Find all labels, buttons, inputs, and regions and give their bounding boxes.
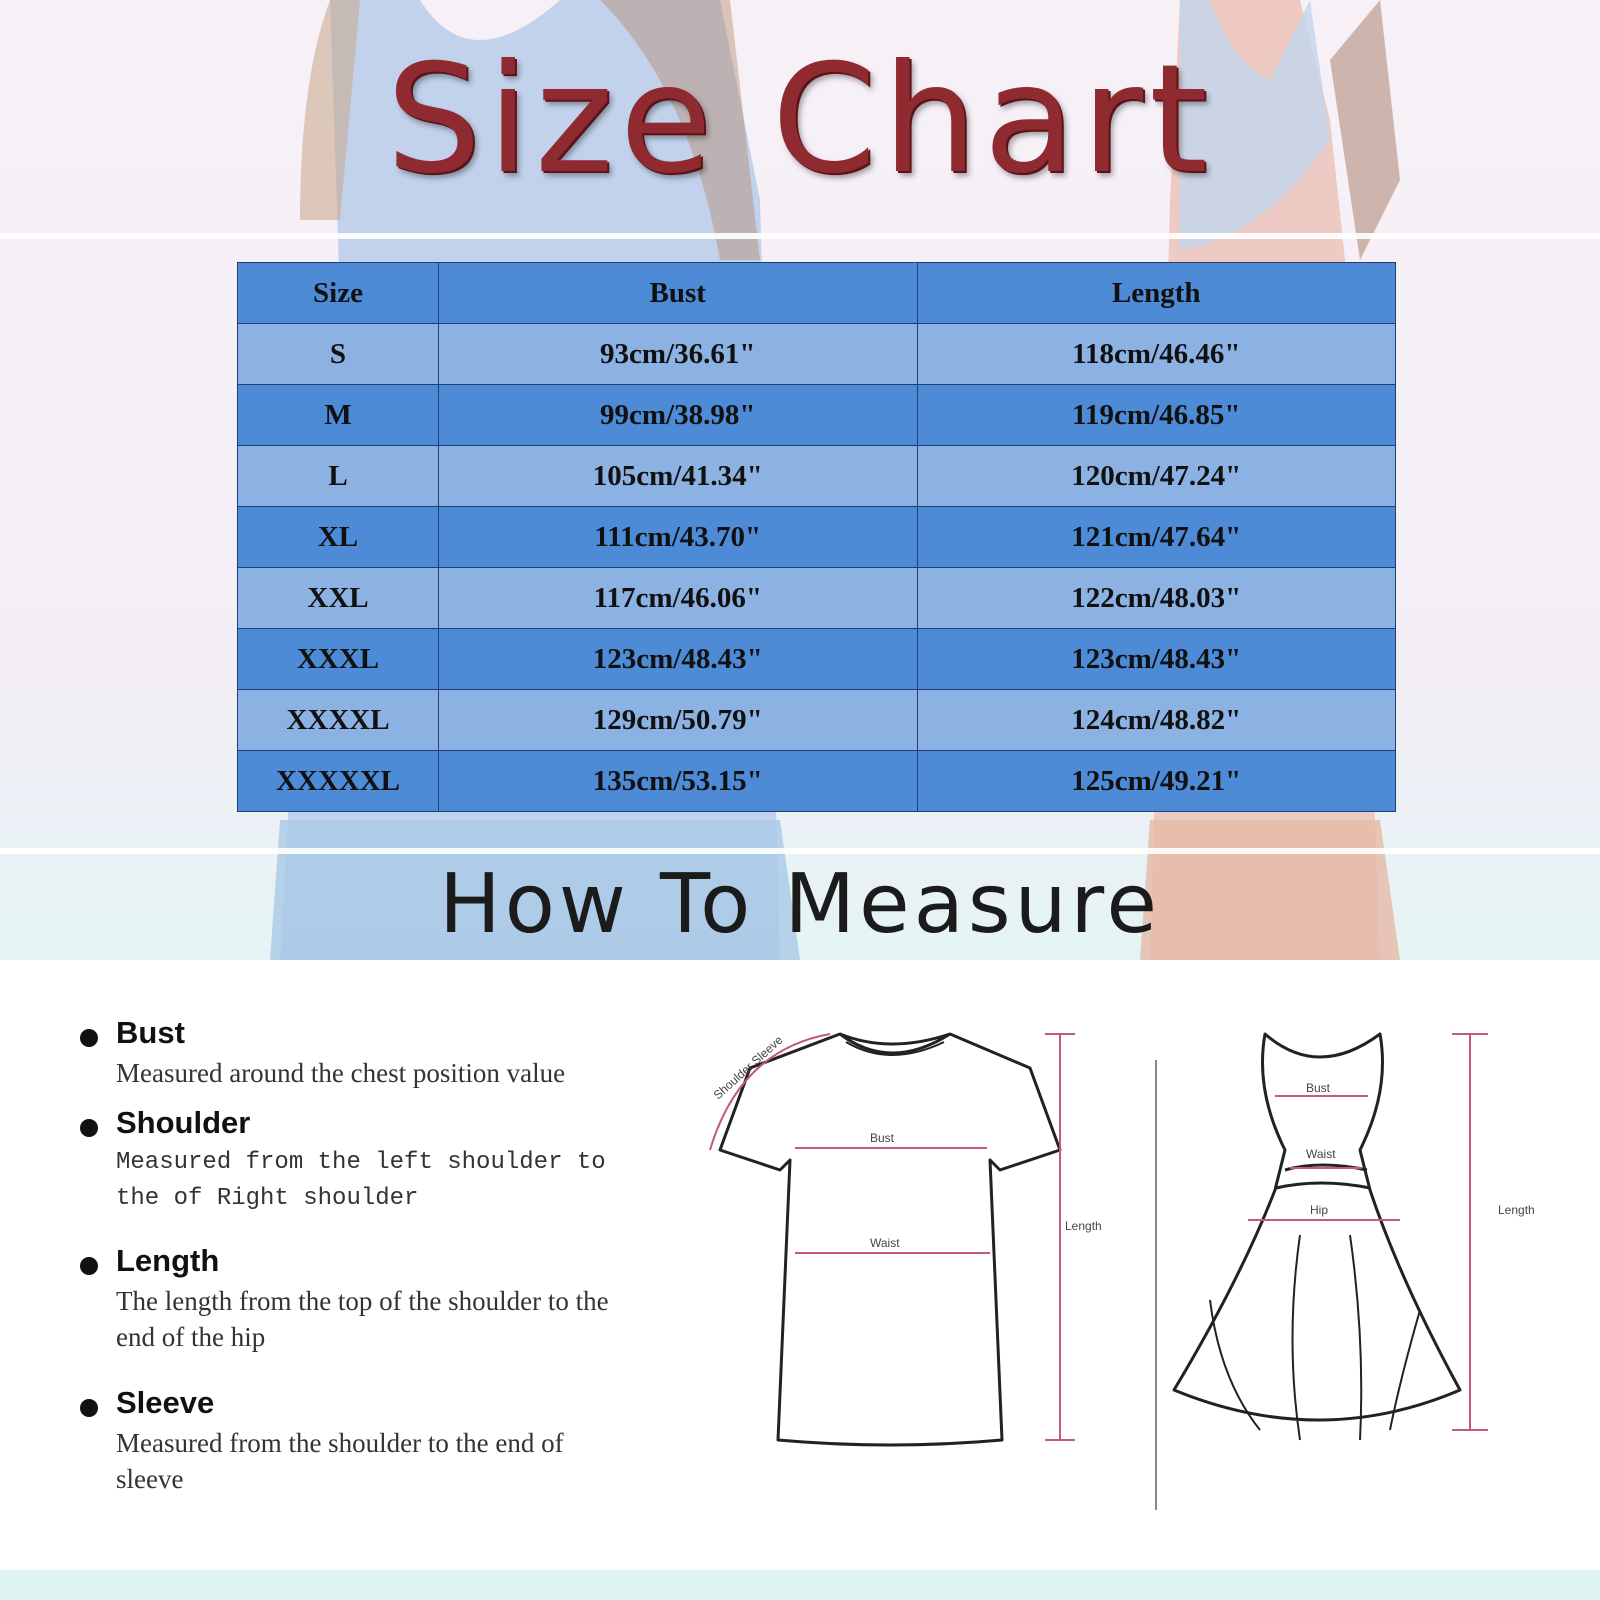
length-cell: 122cm/48.03" [917,568,1396,629]
column-header-length: Length [917,263,1396,324]
page-title: Size Chart [386,33,1214,207]
size-cell: M [238,385,439,446]
bullet-icon [80,1257,98,1275]
divider [0,233,1600,239]
length-cell: 125cm/49.21" [917,751,1396,812]
size-cell: S [238,324,439,385]
bust-cell: 99cm/38.98" [439,385,918,446]
length-cell: 124cm/48.82" [917,690,1396,751]
column-header-bust: Bust [439,263,918,324]
bust-cell: 117cm/46.06" [439,568,918,629]
dress-length-label: Length [1498,1203,1535,1217]
measurement-diagram [700,1020,1560,1520]
size-cell: XXXL [238,629,439,690]
dress-waist-label: Waist [1306,1147,1336,1161]
table-row [238,385,1396,446]
table-header-row [238,263,1396,324]
divider [0,848,1600,854]
length-cell: 121cm/47.64" [917,507,1396,568]
measure-desc: The length from the top of the shoulder to the end of the hip [116,1286,609,1352]
size-cell: XXXXL [238,690,439,751]
section-title-how-to-measure: How To Measure [439,857,1161,952]
measure-desc: Measured from the shoulder to the end of sleeve [116,1428,564,1494]
measure-desc: Measured from the left shoulder to the of Right shoulder [116,1149,606,1212]
table-row [238,446,1396,507]
measure-label: Bust [116,1015,185,1050]
table-row [238,568,1396,629]
bullet-icon [80,1399,98,1417]
size-cell: XL [238,507,439,568]
length-cell: 118cm/46.46" [917,324,1396,385]
table-row [238,629,1396,690]
measure-label: Sleeve [116,1385,215,1420]
tshirt-length-label: Length [1065,1219,1102,1233]
table-row [238,507,1396,568]
measure-label: Shoulder [116,1105,251,1140]
tshirt-waist-label: Waist [870,1236,900,1250]
bust-cell: 129cm/50.79" [439,690,918,751]
bust-cell: 135cm/53.15" [439,751,918,812]
measure-label: Length [116,1243,220,1278]
dress-bust-label: Bust [1306,1081,1331,1095]
table-row [238,690,1396,751]
size-cell: XXXXXL [238,751,439,812]
length-cell: 120cm/47.24" [917,446,1396,507]
tshirt-bust-label: Bust [870,1131,895,1145]
bust-cell: 105cm/41.34" [439,446,918,507]
bust-cell: 93cm/36.61" [439,324,918,385]
size-cell: XXL [238,568,439,629]
table-row [238,751,1396,812]
bust-cell: 123cm/48.43" [439,629,918,690]
length-cell: 119cm/46.85" [917,385,1396,446]
bottom-band [0,1570,1600,1600]
bullet-icon [80,1119,98,1137]
table-row [238,324,1396,385]
size-cell: L [238,446,439,507]
size-table [237,262,1396,812]
length-cell: 123cm/48.43" [917,629,1396,690]
bullet-icon [80,1029,98,1047]
bust-cell: 111cm/43.70" [439,507,918,568]
measure-desc: Measured around the chest position value [116,1058,566,1088]
dress-hip-label: Hip [1310,1203,1329,1217]
tshirt-shoulder-sleeve-label: Shoulder Sleeve [710,1032,786,1103]
column-header-size: Size [238,263,439,324]
